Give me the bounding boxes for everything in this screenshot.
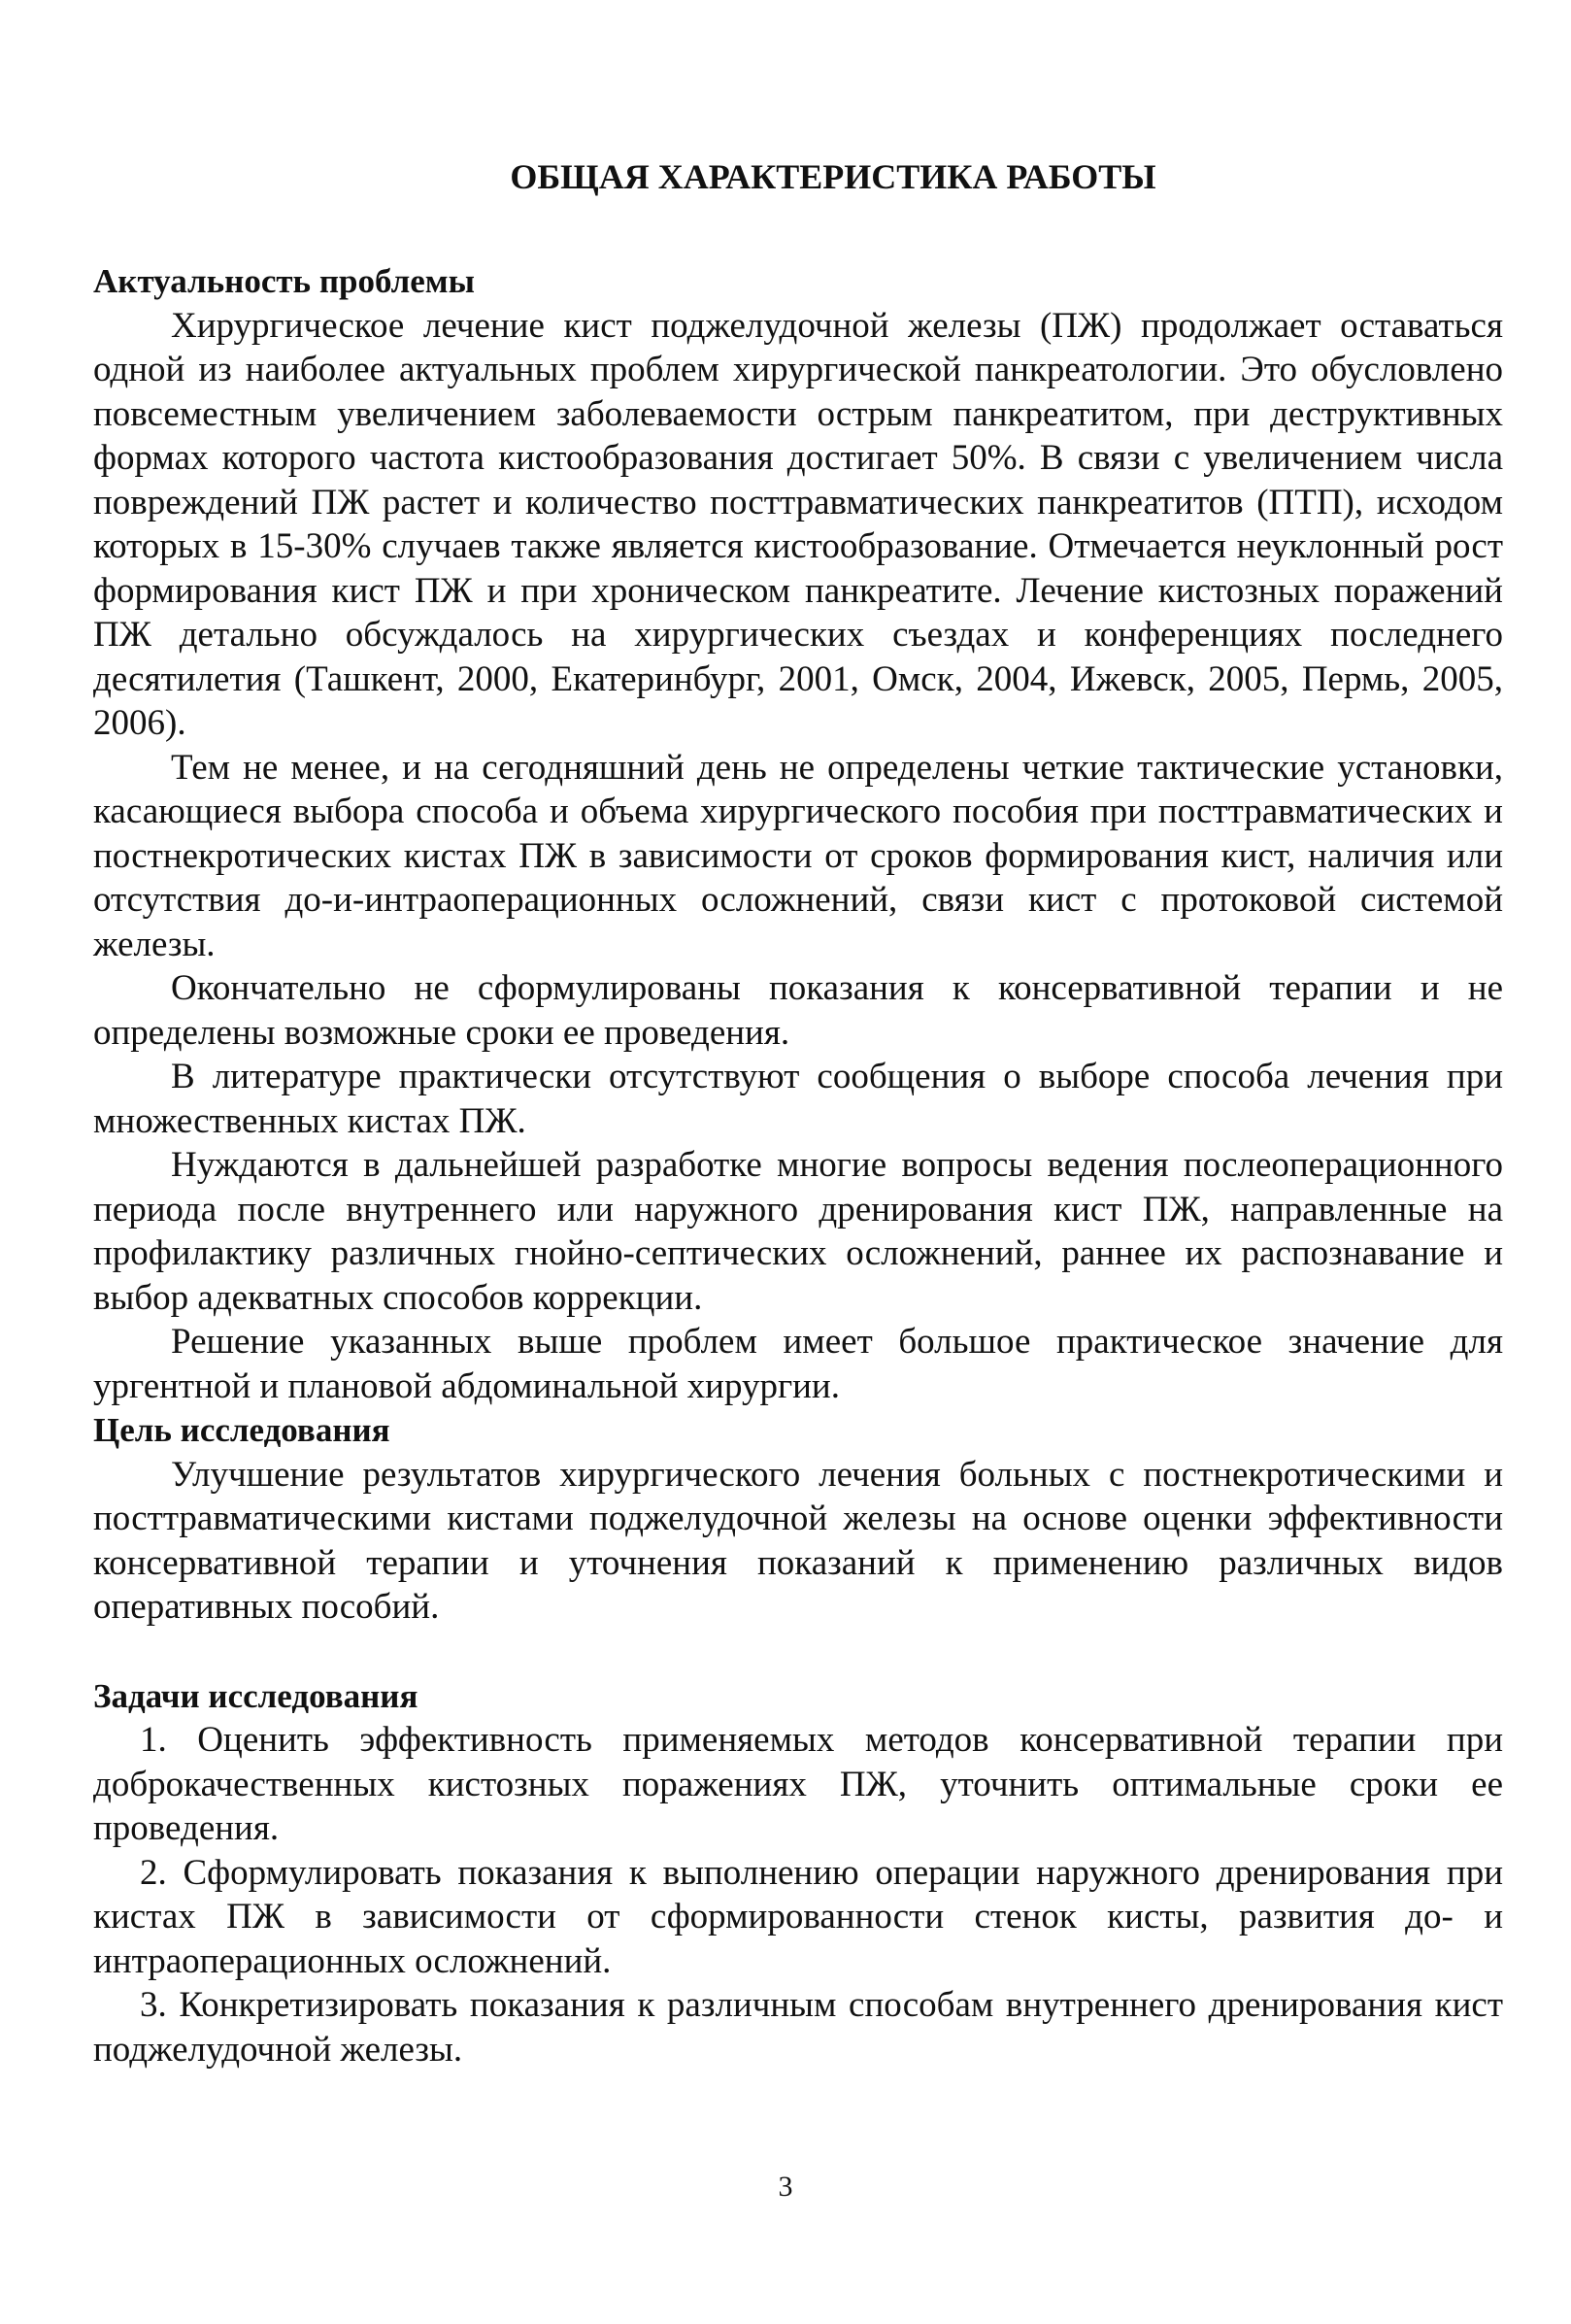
section-heading-relevance: Актуальность проблемы <box>93 262 475 300</box>
page-title: ОБЩАЯ ХАРАКТЕРИСТИКА РАБОТЫ <box>510 157 1156 196</box>
section-heading-goal: Цель исследования <box>93 1411 390 1449</box>
page-number: 3 <box>778 2171 793 2203</box>
paragraph: Хирургическое лечение кист поджелудочной железы (ПЖ) продолжает оставаться одной из наиболее актуальных проблем хирургической панкреатологии. Это обусловлено повсеместным увеличением заболеваемости острым панкреатитом, при деструктивных формах которого частота кистообразования достигает 50%. В связи с увеличением числа повреждений ПЖ растет и количество посттравматических панкреатитов (ПТП), исходом которых в 15-30% случаев также является кистообразование. Отмечается неуклонный рост формирования кист ПЖ и при хроническом панкреатите. Лечение кистозных поражений ПЖ детально обсуждалось на хирургических съездах и конференциях последнего десятилетия (Ташкент, 2000, Екатеринбург, 2001, Омск, 2004, Ижевск, 2005, Пермь, 2005, 2006). <box>93 305 1503 743</box>
task-item: 3. Конкретизировать показания к различным способам внутреннего дренирования кист поджелудочной железы. <box>93 1985 1503 2070</box>
task-item: 2. Сформулировать показания к выполнению операции наружного дренирования при кистах ПЖ в зависимости от сформированности стенок кисты, развития до- и интраоперационных осложнений. <box>93 1852 1503 1981</box>
task-item: 1. Оценить эффективность применяемых методов консервативной терапии при доброкачественных кистозных поражениях ПЖ, уточнить оптимальные сроки ее проведения. <box>93 1720 1503 1848</box>
paragraph: Окончательно не сформулированы показания к консервативной терапии и не определены возможные сроки ее проведения. <box>93 968 1503 1053</box>
section-relevance <box>93 259 1503 1408</box>
page-content <box>93 155 1503 2071</box>
paragraph: Нуждаются в дальнейшей разработке многие вопросы ведения послеоперационного периода после внутреннего или наружного дренирования кист ПЖ, направленные на профилактику различных гнойно-септических осложнений, раннее их распознавание и выбор адекватных способов коррекции. <box>93 1145 1503 1318</box>
section-tasks <box>93 1674 1503 2072</box>
section-goal <box>93 1408 1503 1630</box>
paragraph: В литературе практически отсутствуют сообщения о выборе способа лечения при множественных кистах ПЖ. <box>93 1057 1503 1141</box>
paragraph: Тем не менее, и на сегодняшний день не определены четкие тактические установки, касающиеся выбора способа и объема хирургического пособия при посттравматических и постнекротических кистах ПЖ в зависимости от сроков формирования кист, наличия или отсутствия до-и-интраоперационных осложнений, связи кист с протоковой системой железы. <box>93 747 1503 964</box>
section-heading-tasks: Задачи исследования <box>93 1676 418 1715</box>
paragraph: Улучшение результатов хирургического лечения больных с постнекротическими и посттравматическими кистами поджелудочной железы на основе оценки эффективности консервативной терапии и уточнения показаний к применению различных видов оперативных пособий. <box>93 1454 1503 1627</box>
paragraph: Решение указанных выше проблем имеет большое практическое значение для ургентной и плановой абдоминальной хирургии. <box>93 1322 1503 1406</box>
section-spacer <box>93 1630 1503 1674</box>
